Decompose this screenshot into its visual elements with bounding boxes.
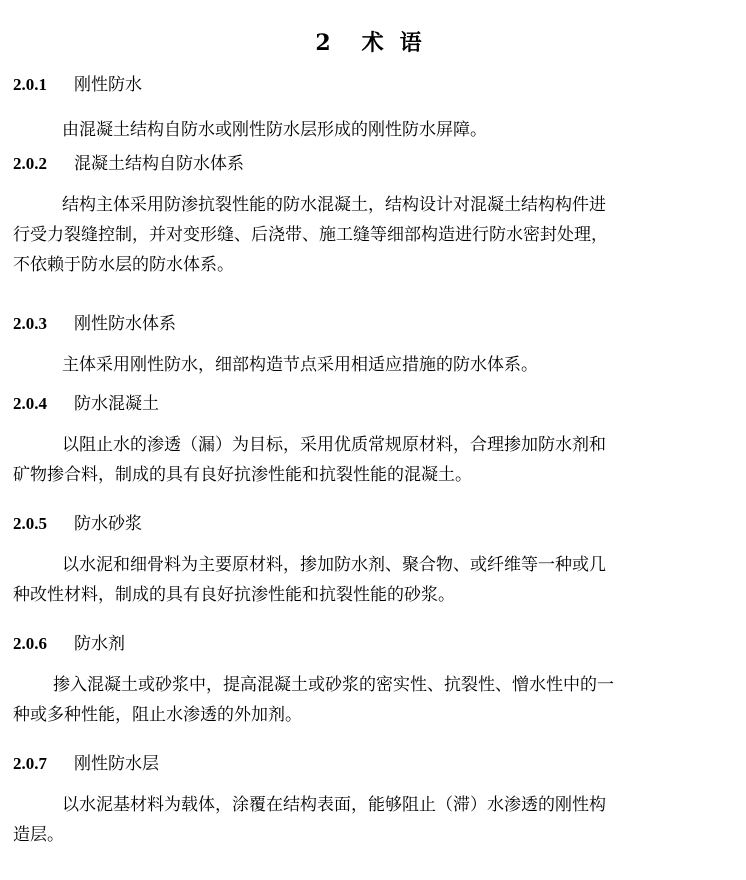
chapter-title-char: 语 bbox=[399, 30, 424, 56]
term-heading bbox=[13, 73, 142, 97]
term-heading bbox=[13, 312, 176, 336]
term-name: 刚性防水体系 bbox=[74, 314, 176, 334]
term-number: 2.0.2 bbox=[13, 154, 47, 173]
term-name: 混凝土结构自防水体系 bbox=[74, 154, 244, 174]
term-number: 2.0.1 bbox=[13, 75, 47, 94]
term-heading bbox=[13, 632, 125, 656]
term-name: 防水砂浆 bbox=[74, 514, 142, 534]
definition-line: 造层。 bbox=[13, 825, 64, 845]
term-name: 刚性防水层 bbox=[74, 754, 159, 774]
definition-line: 以水泥和细骨料为主要原材料，掺加防水剂、聚合物、或纤维等一种或几 bbox=[62, 555, 606, 575]
term-heading bbox=[13, 152, 244, 176]
term-definition bbox=[13, 430, 731, 490]
definition-line: 不依赖于防水层的防水体系。 bbox=[13, 255, 234, 275]
definition-line: 以阻止水的渗透（漏）为目标，采用优质常规原材料，合理掺加防水剂和 bbox=[62, 435, 606, 455]
term-heading bbox=[13, 392, 159, 416]
definition-line: 主体采用刚性防水，细部构造节点采用相适应措施的防水体系。 bbox=[62, 355, 538, 375]
term-number: 2.0.5 bbox=[13, 514, 47, 533]
term-definition bbox=[13, 350, 731, 380]
definition-line: 结构主体采用防渗抗裂性能的防水混凝土，结构设计对混凝土结构构件进 bbox=[62, 195, 606, 215]
term-heading bbox=[13, 752, 159, 776]
chapter-number: 2 bbox=[315, 30, 333, 56]
term-name: 刚性防水 bbox=[74, 75, 142, 95]
term-name: 防水剂 bbox=[74, 634, 125, 654]
term-number: 2.0.6 bbox=[13, 634, 47, 653]
definition-line: 种或多种性能，阻止水渗透的外加剂。 bbox=[13, 705, 302, 725]
definition-line: 行受力裂缝控制，并对变形缝、后浇带、施工缝等细部构造进行防水密封处理， bbox=[13, 225, 608, 245]
definition-line: 种改性材料，制成的具有良好抗渗性能和抗裂性能的砂浆。 bbox=[13, 585, 455, 605]
term-definition bbox=[13, 670, 731, 730]
definition-line: 以水泥基材料为载体，涂覆在结构表面，能够阻止（滞）水渗透的刚性构 bbox=[62, 795, 606, 815]
term-number: 2.0.4 bbox=[13, 394, 47, 413]
term-definition bbox=[13, 790, 731, 850]
term-number: 2.0.7 bbox=[13, 754, 47, 773]
definition-line: 由混凝土结构自防水或刚性防水层形成的刚性防水屏障。 bbox=[62, 120, 487, 140]
definition-line: 矿物掺合料，制成的具有良好抗渗性能和抗裂性能的混凝土。 bbox=[13, 465, 472, 485]
chapter-title-char: 术 bbox=[361, 30, 386, 56]
term-definition bbox=[13, 190, 731, 280]
term-definition bbox=[13, 115, 731, 145]
term-heading bbox=[13, 512, 142, 536]
definition-line: 掺入混凝土或砂浆中，提高混凝土或砂浆的密实性、抗裂性、憎水性中的一 bbox=[53, 675, 614, 695]
term-number: 2.0.3 bbox=[13, 314, 47, 333]
chapter-title bbox=[0, 26, 746, 60]
term-name: 防水混凝土 bbox=[74, 394, 159, 414]
term-definition bbox=[13, 550, 731, 610]
